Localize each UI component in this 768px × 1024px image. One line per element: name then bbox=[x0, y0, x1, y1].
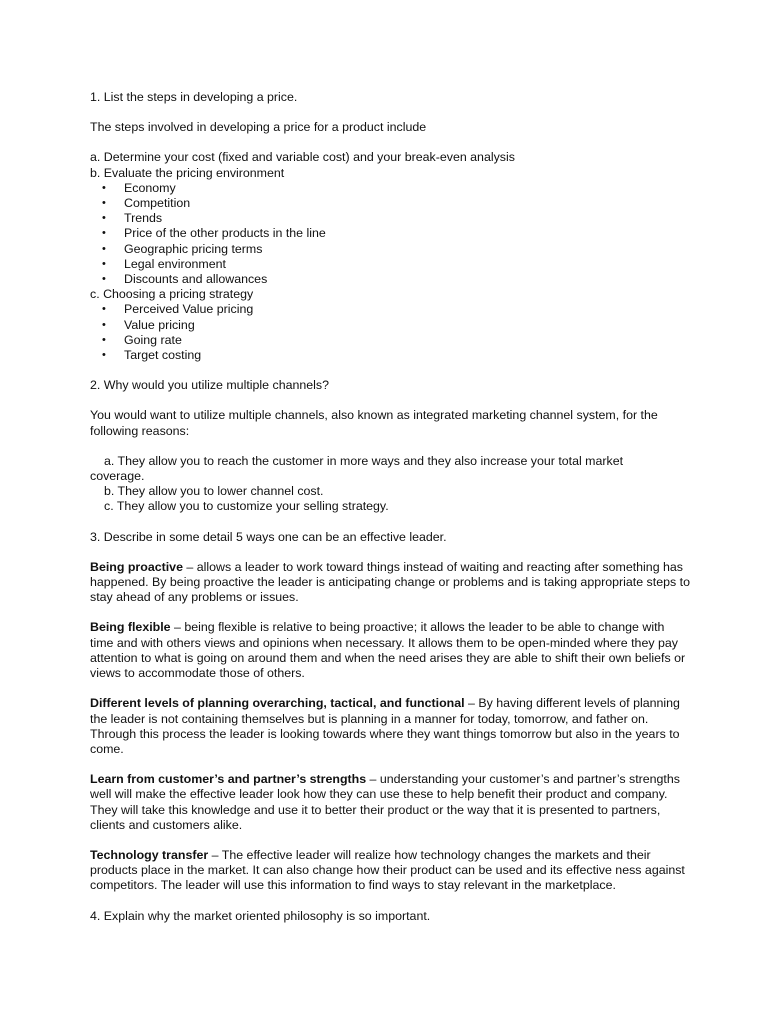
pricing-strategy-list bbox=[90, 302, 690, 363]
leader-way-technology bbox=[90, 848, 690, 894]
list-item: • Competition bbox=[90, 196, 690, 211]
leader-way-proactive bbox=[90, 560, 690, 606]
q2-reason-b: b. They allow you to lower channel cost. bbox=[104, 484, 324, 499]
q2-reason-c: c. They allow you to customize your selling strategy. bbox=[104, 499, 389, 514]
way-text: – understanding your customer’s and partner’s strengths well will make the effective leader look how they can use these to help benefit their product and company. They will take this knowledge and use it to better their product or the way that it is presented to partners, clients and customers alike. bbox=[90, 772, 680, 832]
way-title: Being flexible bbox=[90, 620, 171, 635]
q2-intro: You would want to utilize multiple channels, also known as integrated marketing channel system, for the following reasons: bbox=[90, 408, 658, 438]
way-title: Learn from customer’s and partner’s strengths bbox=[90, 772, 367, 787]
list-item: • Economy bbox=[90, 181, 690, 196]
q2-reason-a: a. They allow you to reach the customer in more ways and they also increase your total market bbox=[104, 453, 624, 468]
question-2: 2. Why would you utilize multiple channels? bbox=[90, 378, 329, 393]
list-item: • Going rate bbox=[90, 333, 690, 348]
document-body bbox=[90, 90, 690, 924]
question-1: 1. List the steps in developing a price. bbox=[90, 90, 298, 104]
pricing-environment-list bbox=[90, 181, 690, 287]
way-text: – By having different levels of planning the leader is not containing themselves but is planning in a manner for today, tomorrow, and father on. Through this process the leader is looking towards where they want things tomorrow but also in the years to come. bbox=[90, 696, 680, 756]
list-item: • Target costing bbox=[90, 348, 690, 363]
list-item: • Value pricing bbox=[90, 318, 690, 333]
list-item: • Geographic pricing terms bbox=[90, 242, 690, 257]
leader-way-learn bbox=[90, 772, 690, 833]
question-3: 3. Describe in some detail 5 ways one can be an effective leader. bbox=[90, 529, 447, 544]
q1-intro: The steps involved in developing a price for a product include bbox=[90, 120, 427, 135]
way-text: – allows a leader to work toward things instead of waiting and reacting after something has happened. By being proactive the leader is anticipating change or problems and is taking appropriate steps to stay ahead of any problems or issues. bbox=[90, 559, 690, 605]
q1-step-b: b. Evaluate the pricing environment bbox=[90, 165, 285, 180]
way-text: – The effective leader will realize how technology changes the markets and their products place in the market. It can also change how their product can be used and its effective ness against competitors. The leader will use this information to find ways to stay relevant in the marketplace. bbox=[90, 847, 685, 893]
leader-way-flexible bbox=[90, 620, 690, 681]
list-item: • Legal environment bbox=[90, 257, 690, 272]
q1-step-a: a. Determine your cost (fixed and variable cost) and your break-even analysis bbox=[90, 150, 515, 165]
list-item: • Discounts and allowances bbox=[90, 272, 690, 287]
way-title: Technology transfer bbox=[90, 847, 209, 862]
way-title: Different levels of planning overarching, tactical, and functional bbox=[90, 696, 465, 711]
q2-reason-a-cont: coverage. bbox=[90, 469, 145, 484]
question-4: 4. Explain why the market oriented philosophy is so important. bbox=[90, 908, 431, 923]
leader-way-planning bbox=[90, 696, 690, 757]
way-title: Being proactive bbox=[90, 559, 183, 574]
list-item: • Price of the other products in the line bbox=[90, 226, 690, 241]
way-text: – being flexible is relative to being proactive; it allows the leader to be able to change with time and with others views and opinions when necessary. It allows them to be open-minded where they pay attention to what is going on around them and when the need arises they are able to shift their own beliefs or views to accommodate those of others. bbox=[90, 620, 686, 681]
q1-step-c: c. Choosing a pricing strategy bbox=[90, 287, 254, 302]
list-item: • Trends bbox=[90, 211, 690, 226]
list-item: • Perceived Value pricing bbox=[90, 302, 690, 317]
